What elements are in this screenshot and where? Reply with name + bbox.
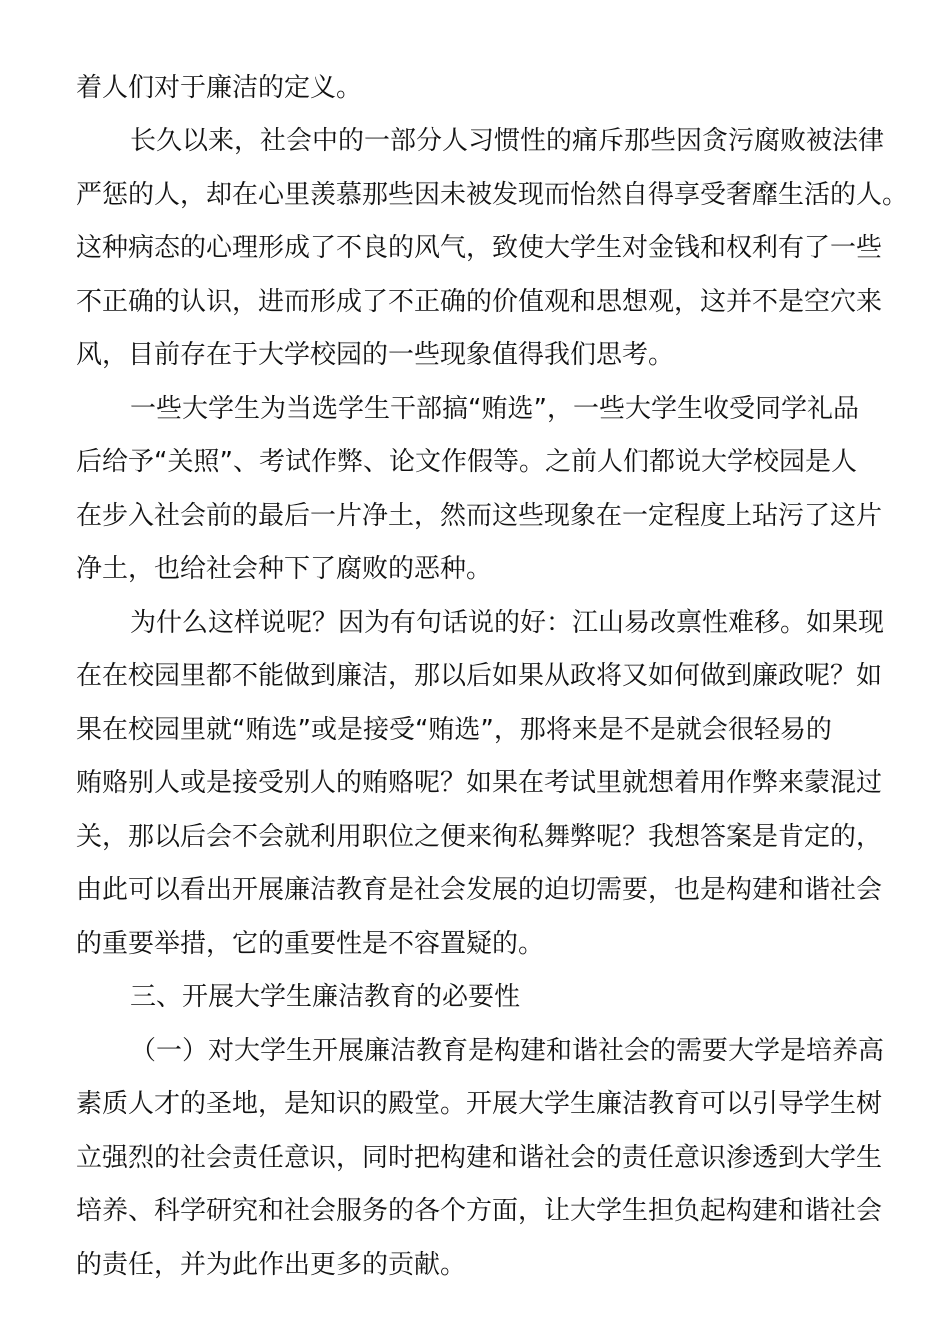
text-line: 的责任，并为此作出更多的贡献。 (76, 1250, 467, 1280)
text-line: 在在校园里都不能做到廉洁，那以后如果从政将又如何做到廉政呢？如 (76, 661, 883, 691)
text-line: 关，那以后会不会就利用职位之便来徇私舞弊呢？我想答案是肯定的， (76, 822, 883, 852)
text-line: 着人们对于廉洁的定义。 (76, 73, 363, 103)
text-line: 果在校园里就“贿选”或是接受“贿选”，那将来是不是就会很轻易的 (76, 715, 832, 745)
text-line: 培养、科学研究和社会服务的各个方面，让大学生担负起构建和谐社会 (76, 1196, 883, 1226)
text-line: 这种病态的心理形成了不良的风气，致使大学生对金钱和权利有了一些 (76, 233, 883, 263)
text-line: 贿赂别人或是接受别人的贿赂呢？如果在考试里就想着用作弊来蒙混过 (76, 768, 883, 798)
text-line: 一些大学生为当选学生干部搞“贿选”，一些大学生收受同学礼品 (130, 394, 859, 424)
text-line: 素质人才的圣地，是知识的殿堂。开展大学生廉洁教育可以引导学生树 (76, 1089, 883, 1119)
text-line: 后给予“关照”、考试作弊、论文作假等。之前人们都说大学校园是人 (76, 447, 857, 477)
text-line: （一）对大学生开展廉洁教育是构建和谐社会的需要大学是培养高 (130, 1036, 885, 1066)
text-line: 净土，也给社会种下了腐败的恶种。 (76, 554, 493, 584)
text-line: 长久以来，社会中的一部分人习惯性的痛斥那些因贪污腐败被法律 (130, 126, 885, 156)
text-line: 不正确的认识，进而形成了不正确的价值观和思想观，这并不是空穴来 (76, 287, 883, 317)
text-line: 为什么这样说呢？因为有句话说的好：江山易改禀性难移。如果现 (130, 608, 885, 638)
text-line: 立强烈的社会责任意识，同时把构建和谐社会的责任意识渗透到大学生 (76, 1143, 883, 1173)
text-line: 的重要举措，它的重要性是不容置疑的。 (76, 929, 545, 959)
section-heading: 三、开展大学生廉洁教育的必要性 (130, 982, 521, 1012)
text-line: 风，目前存在于大学校园的一些现象值得我们思考。 (76, 340, 675, 370)
text-line: 在步入社会前的最后一片净土，然而这些现象在一定程度上玷污了这片 (76, 501, 883, 531)
text-line: 由此可以看出开展廉洁教育是社会发展的迫切需要，也是构建和谐社会 (76, 875, 883, 905)
text-line: 严惩的人，却在心里羡慕那些因未被发现而怡然自得享受奢靡生活的人。 (76, 180, 909, 210)
